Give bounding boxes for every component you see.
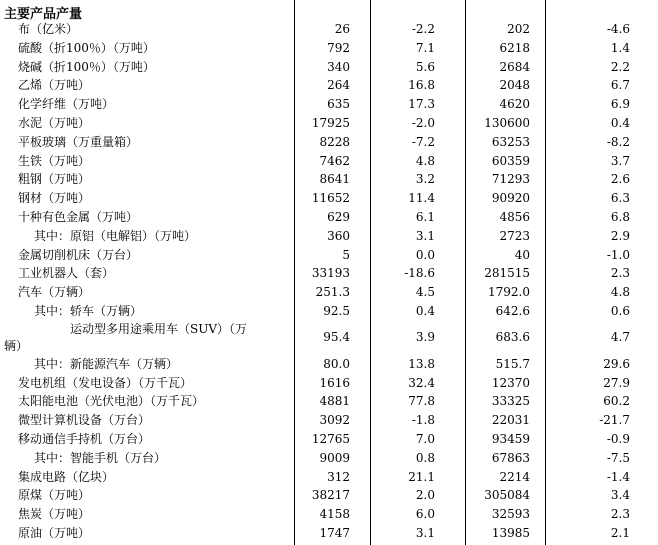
cell-month-output: 9009 bbox=[319, 450, 350, 465]
cell-cumulative-output: 67863 bbox=[491, 450, 530, 465]
row-label: 其中：原铝（电解铝）（万吨） bbox=[34, 228, 197, 243]
cell-month-growth: 2.0 bbox=[415, 488, 435, 503]
row-label: 其中：智能手机（万台） bbox=[34, 450, 167, 465]
cell-month-growth: 4.5 bbox=[415, 285, 435, 300]
table-row bbox=[0, 486, 658, 505]
cell-cumulative-output: 33325 bbox=[491, 394, 530, 409]
cell-cumulative-output: 642.6 bbox=[495, 304, 530, 318]
cell-cumulative-growth: 2.2 bbox=[610, 59, 630, 74]
table-row bbox=[0, 95, 658, 114]
cell-cumulative-output: 2048 bbox=[499, 78, 530, 93]
table-row bbox=[0, 283, 658, 302]
cell-month-output: 4158 bbox=[319, 507, 350, 522]
cell-cumulative-output: 22031 bbox=[491, 413, 530, 428]
cell-month-growth: 77.8 bbox=[408, 394, 435, 409]
cell-cumulative-growth: 27.9 bbox=[603, 375, 630, 390]
cell-cumulative-growth: -21.7 bbox=[599, 413, 630, 428]
cell-cumulative-growth: -0.9 bbox=[606, 432, 630, 446]
cell-cumulative-growth: 6.8 bbox=[610, 210, 630, 224]
row-label: 化学纤维（万吨） bbox=[18, 97, 115, 112]
cell-cumulative-growth: 60.2 bbox=[603, 394, 630, 409]
cell-month-output: 26 bbox=[334, 22, 350, 36]
row-label: 水泥（万吨） bbox=[18, 116, 91, 130]
cell-cumulative-output: 4620 bbox=[499, 97, 530, 112]
cell-month-output: 7462 bbox=[319, 153, 350, 168]
table-row bbox=[0, 392, 658, 411]
cell-month-output: 92.5 bbox=[323, 304, 350, 318]
table-row bbox=[0, 302, 658, 321]
cell-month-growth: -2.2 bbox=[411, 22, 435, 36]
cell-cumulative-growth: 6.3 bbox=[610, 191, 630, 206]
cell-cumulative-growth: -1.0 bbox=[606, 247, 630, 262]
cell-month-output: 4881 bbox=[319, 394, 350, 409]
cell-cumulative-growth: 6.9 bbox=[610, 97, 630, 112]
table-title: 主要产品产量 bbox=[4, 7, 83, 22]
cell-cumulative-growth: 4.8 bbox=[610, 285, 630, 300]
cell-cumulative-output: 6218 bbox=[499, 40, 530, 55]
cell-cumulative-growth: 6.7 bbox=[610, 78, 630, 93]
cell-month-output: 629 bbox=[327, 210, 350, 224]
cell-month-growth: 21.1 bbox=[408, 469, 435, 484]
cell-cumulative-growth: -4.6 bbox=[606, 22, 630, 36]
row-label: 发电机组（发电设备）（万千瓦） bbox=[18, 375, 193, 390]
cell-cumulative-growth: 0.4 bbox=[610, 116, 630, 130]
table-row bbox=[0, 227, 658, 246]
table-row bbox=[0, 374, 658, 393]
table-row bbox=[0, 246, 658, 265]
cell-month-output: 11652 bbox=[311, 191, 350, 206]
cell-month-output: 635 bbox=[327, 97, 350, 112]
cell-month-growth: -2.0 bbox=[411, 116, 435, 130]
cell-month-output: 1616 bbox=[319, 375, 350, 390]
cell-month-growth: 7.0 bbox=[415, 432, 435, 446]
cell-month-output: 340 bbox=[327, 59, 350, 74]
cell-cumulative-growth: -7.5 bbox=[606, 450, 630, 465]
cell-month-growth: -1.8 bbox=[411, 413, 435, 428]
cell-cumulative-growth: 4.7 bbox=[610, 329, 630, 344]
cell-cumulative-output: 93459 bbox=[491, 432, 530, 446]
row-label: 汽车（万辆） bbox=[18, 285, 91, 300]
row-label: 金属切削机床（万台） bbox=[18, 247, 139, 262]
row-label: 微型计算机设备（万台） bbox=[18, 413, 151, 428]
cell-month-output: 17925 bbox=[311, 116, 350, 130]
row-label: 十种有色金属（万吨） bbox=[18, 210, 139, 224]
row-label: 钢材（万吨） bbox=[18, 191, 91, 206]
table-row bbox=[0, 355, 658, 374]
cell-month-growth: 3.1 bbox=[415, 228, 435, 243]
cell-cumulative-output: 2723 bbox=[499, 228, 530, 243]
table-row bbox=[0, 39, 658, 58]
row-label: 原油（万吨） bbox=[18, 526, 91, 540]
row-label-continued: 辆） bbox=[4, 338, 29, 353]
cell-cumulative-output: 13985 bbox=[491, 526, 530, 540]
cell-cumulative-output: 40 bbox=[514, 247, 530, 262]
cell-month-growth: 6.1 bbox=[415, 210, 435, 224]
cell-month-growth: 3.1 bbox=[415, 526, 435, 540]
cell-month-growth: 3.9 bbox=[415, 329, 435, 344]
cell-month-growth: 7.1 bbox=[415, 40, 435, 55]
cell-cumulative-output: 32593 bbox=[491, 507, 530, 522]
cell-month-output: 312 bbox=[327, 469, 350, 484]
row-label: 工业机器人（套） bbox=[18, 266, 115, 281]
table-row bbox=[0, 133, 658, 152]
cell-cumulative-growth: 3.4 bbox=[610, 488, 630, 503]
cell-month-growth: 3.2 bbox=[415, 172, 435, 187]
cell-month-growth: 0.4 bbox=[415, 304, 435, 318]
table-row bbox=[0, 411, 658, 430]
table-row bbox=[0, 264, 658, 283]
cell-cumulative-growth: -8.2 bbox=[606, 134, 630, 149]
row-label: 烧碱（折100％）（万吨） bbox=[18, 59, 155, 74]
cell-month-growth: 32.4 bbox=[408, 375, 435, 390]
table-row bbox=[0, 430, 658, 449]
cell-cumulative-output: 12370 bbox=[491, 375, 530, 390]
cell-month-growth: 6.0 bbox=[415, 507, 435, 522]
cell-cumulative-growth: 2.3 bbox=[610, 507, 630, 522]
row-label: 太阳能电池（光伏电池）（万千瓦） bbox=[18, 394, 205, 409]
cell-cumulative-output: 130600 bbox=[484, 116, 530, 130]
cell-cumulative-output: 202 bbox=[507, 22, 530, 36]
cell-cumulative-growth: 2.1 bbox=[610, 526, 630, 540]
cell-month-growth: 0.0 bbox=[415, 247, 435, 262]
cell-cumulative-output: 90920 bbox=[491, 191, 530, 206]
cell-cumulative-growth: 2.9 bbox=[610, 228, 630, 243]
row-label: 其中：轿车（万辆） bbox=[34, 304, 143, 318]
row-label: 移动通信手持机（万台） bbox=[18, 432, 151, 446]
cell-month-output: 3092 bbox=[319, 413, 350, 428]
table-row bbox=[0, 20, 658, 39]
cell-month-output: 33193 bbox=[311, 266, 350, 281]
cell-cumulative-output: 2684 bbox=[499, 59, 530, 74]
table-row bbox=[0, 208, 658, 227]
cell-cumulative-output: 1792.0 bbox=[488, 285, 530, 300]
cell-cumulative-growth: 1.4 bbox=[610, 40, 630, 55]
cell-month-output: 8228 bbox=[319, 134, 350, 149]
cell-month-output: 1747 bbox=[319, 526, 350, 540]
table-row bbox=[0, 152, 658, 171]
cell-cumulative-output: 281515 bbox=[484, 266, 530, 281]
cell-month-output: 80.0 bbox=[323, 356, 350, 371]
cell-cumulative-output: 683.6 bbox=[495, 329, 530, 344]
cell-month-output: 95.4 bbox=[323, 329, 350, 344]
cell-month-output: 251.3 bbox=[315, 285, 350, 300]
table-row bbox=[0, 468, 658, 487]
row-label: 集成电路（亿块） bbox=[18, 469, 115, 484]
cell-month-growth: 0.8 bbox=[415, 450, 435, 465]
cell-cumulative-output: 71293 bbox=[491, 172, 530, 187]
cell-cumulative-growth: -1.4 bbox=[606, 469, 630, 484]
cell-cumulative-output: 4856 bbox=[499, 210, 530, 224]
row-label: 原煤（万吨） bbox=[18, 488, 91, 503]
cell-month-growth: 11.4 bbox=[408, 191, 435, 206]
cell-cumulative-growth: 0.6 bbox=[610, 304, 630, 318]
row-label: 其中：新能源汽车（万辆） bbox=[34, 356, 179, 371]
cell-month-growth: -18.6 bbox=[404, 266, 435, 281]
cell-cumulative-output: 2214 bbox=[499, 469, 530, 484]
cell-month-growth: 4.8 bbox=[415, 153, 435, 168]
cell-month-growth: 13.8 bbox=[408, 356, 435, 371]
cell-month-output: 38217 bbox=[311, 488, 350, 503]
cell-month-output: 360 bbox=[327, 228, 350, 243]
cell-cumulative-growth: 2.3 bbox=[610, 266, 630, 281]
cell-month-output: 5 bbox=[342, 247, 350, 262]
cell-month-output: 264 bbox=[327, 78, 350, 93]
cell-cumulative-output: 305084 bbox=[484, 488, 530, 503]
cell-month-growth: 17.3 bbox=[408, 97, 435, 112]
row-label: 布（亿米） bbox=[18, 22, 79, 36]
cell-month-output: 792 bbox=[327, 40, 350, 55]
cell-month-growth: -7.2 bbox=[411, 134, 435, 149]
row-label: 乙烯（万吨） bbox=[18, 78, 91, 93]
table-row bbox=[0, 170, 658, 189]
cell-cumulative-output: 63253 bbox=[491, 134, 530, 149]
table-row bbox=[0, 58, 658, 77]
row-label: 焦炭（万吨） bbox=[18, 507, 91, 522]
row-label: 粗钢（万吨） bbox=[18, 172, 91, 187]
cell-cumulative-growth: 3.7 bbox=[610, 153, 630, 168]
row-label: 平板玻璃（万重量箱） bbox=[18, 134, 139, 149]
cell-month-growth: 5.6 bbox=[415, 59, 435, 74]
cell-month-growth: 16.8 bbox=[408, 78, 435, 93]
cell-cumulative-growth: 29.6 bbox=[603, 356, 630, 371]
row-label: 运动型多用途乘用车（SUV）（万 bbox=[70, 321, 248, 336]
cell-cumulative-output: 60359 bbox=[491, 153, 530, 168]
table-row bbox=[0, 76, 658, 95]
cell-month-output: 8641 bbox=[319, 172, 350, 187]
table-row bbox=[0, 524, 658, 543]
table-row bbox=[0, 449, 658, 468]
row-label: 生铁（万吨） bbox=[18, 153, 91, 168]
table-row bbox=[0, 114, 658, 133]
cell-month-output: 12765 bbox=[311, 432, 350, 446]
cell-cumulative-growth: 2.6 bbox=[610, 172, 630, 187]
row-label: 硫酸（折100％）（万吨） bbox=[18, 40, 155, 55]
cell-cumulative-output: 515.7 bbox=[495, 356, 530, 371]
table-row bbox=[0, 321, 658, 355]
table-row bbox=[0, 189, 658, 208]
table-row bbox=[0, 505, 658, 524]
